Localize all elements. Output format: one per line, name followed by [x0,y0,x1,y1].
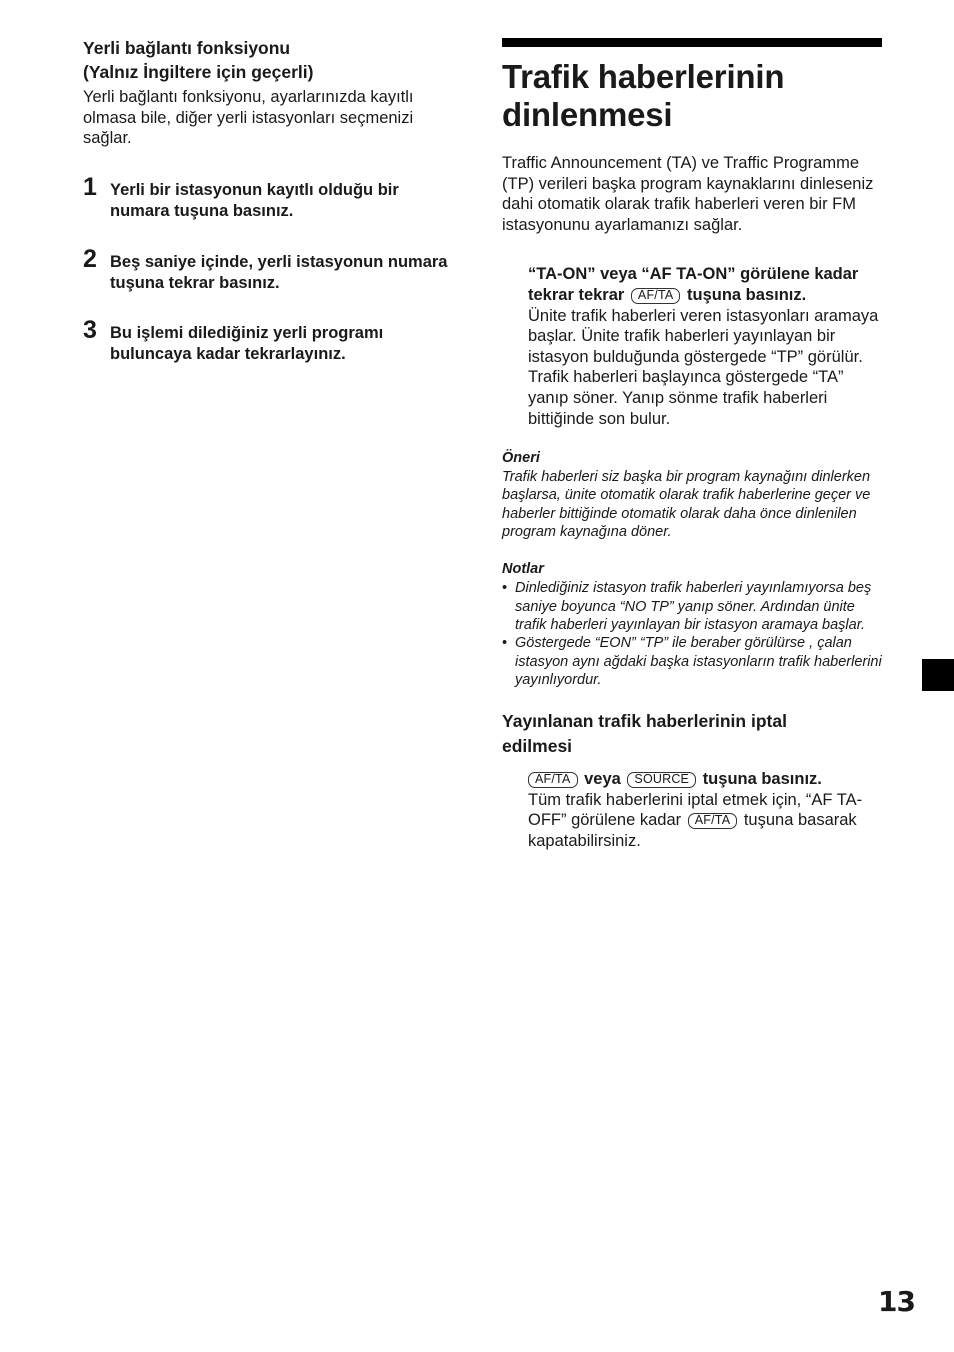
section-title-bar [502,38,882,47]
section-tab-marker [922,659,954,691]
local-link-heading-line1: Yerli bağlantı fonksiyonu [83,38,291,58]
tip-text: Trafik haberleri siz başka bir program kaynağını dinlerken başlarsa, ünite otomatik olarak trafik haberlerine geçer ve haberler bittiğinde otomatik olarak daha önce dinlenilen program kaynağına döner. [502,469,871,541]
ta-instruction-body1: Ünite trafik haberleri veren istasyonları aramaya başlar. Ünite trafik haberleri yayınlayan bir istasyon bulduğunda göstergede “TP” görülür. [528,306,879,366]
page-number: 13 [878,1285,915,1318]
bullet-icon: • [502,580,508,597]
af-ta-key-label: AF/TA [528,772,578,788]
cancel-heading-line1: Yayınlanan trafik haberlerinin iptal [502,711,787,732]
local-link-intro: Yerli bağlantı fonksiyonu, ayarlarınızda kayıtlı olmasa bile, diğer yerli istasyonları seçmenizi sağlar. [83,88,414,148]
step-text: Beş saniye içinde, yerli istasyonun numara tuşuna tekrar basınız. [110,252,448,293]
note-text: Göstergede “EON” “TP” ile beraber görülürse , çalan istasyon aynı ağdaki başka istasyonların trafik haberlerini yayınlıyordur. [515,635,882,688]
cancel-body-text-end: tuşuna basarak kapatabilirsiniz. [528,811,857,850]
step-number: 3 [83,315,97,344]
step-number: 2 [83,244,97,273]
step-text: Bu işlemi dilediğiniz yerli programı buluncaya kadar tekrarlayınız. [110,323,384,364]
tip-title: Öneri [502,450,540,467]
left-column [83,36,455,366]
ta-instruction-text-end: tuşuna basınız. [687,285,807,304]
note-text: Dinlediğiniz istasyon trafik haberleri yayınlamıyorsa beş saniye boyunca “NO TP” yanıp söner. Ardından ünite trafik haberleri yayınlayan bir istasyon aramaya başlar. [515,580,872,633]
local-link-heading [83,36,455,84]
cancel-instruction-end: tuşuna basınız. [702,770,822,789]
af-ta-key-label: AF/TA [631,288,681,304]
cancel-instruction-body [528,790,884,852]
ta-instruction-body2: Trafik haberleri başlayınca göstergede “TA” yanıp söner. Yanıp sönme trafik haberleri bittiğinde son bulur. [528,368,844,428]
ta-instruction-heading [528,264,884,305]
cancel-or-word: veya [584,770,621,789]
notes-block [502,560,884,689]
tip-block [502,449,884,541]
step-2 [83,244,455,295]
source-key-label: SOURCE [627,772,696,788]
step-text: Yerli bir istasyonun kayıtlı olduğu bir numara tuşuna basınız. [110,180,399,221]
cancel-heading [502,709,884,759]
ta-instruction-text: “TA-ON” veya “AF TA-ON” görülene kadar tekrar tekrar [528,265,859,304]
notes-title: Notlar [502,561,544,578]
note-item [502,634,884,689]
section-title [502,58,884,134]
bullet-icon: • [502,635,508,652]
local-link-heading-line2: (Yalnız İngiltere için geçerli) [83,62,314,82]
step-3 [83,315,455,366]
right-column [502,38,884,851]
cancel-heading-line2: edilmesi [502,736,573,757]
ta-instruction [528,264,884,429]
cancel-instruction-heading [528,769,884,790]
note-item [502,579,884,634]
cancel-instruction [528,769,884,851]
section-title-line2: dinlenmesi [502,96,673,133]
af-ta-key-label: AF/TA [688,813,738,829]
traffic-intro: Traffic Announcement (TA) ve Traffic Programme (TP) verileri başka program kaynaklarını dinleseniz dahi otomatik olarak trafik haberleri veren bir FM istasyonunu ayarlamanızı sağlar. [502,154,874,234]
step-number: 1 [83,172,97,201]
section-title-line1: Trafik haberlerinin [502,58,785,95]
cancel-body-text: Tüm trafik haberlerini iptal etmek için, “AF TA-OFF” görülene kadar [528,790,863,830]
step-1 [83,172,455,223]
